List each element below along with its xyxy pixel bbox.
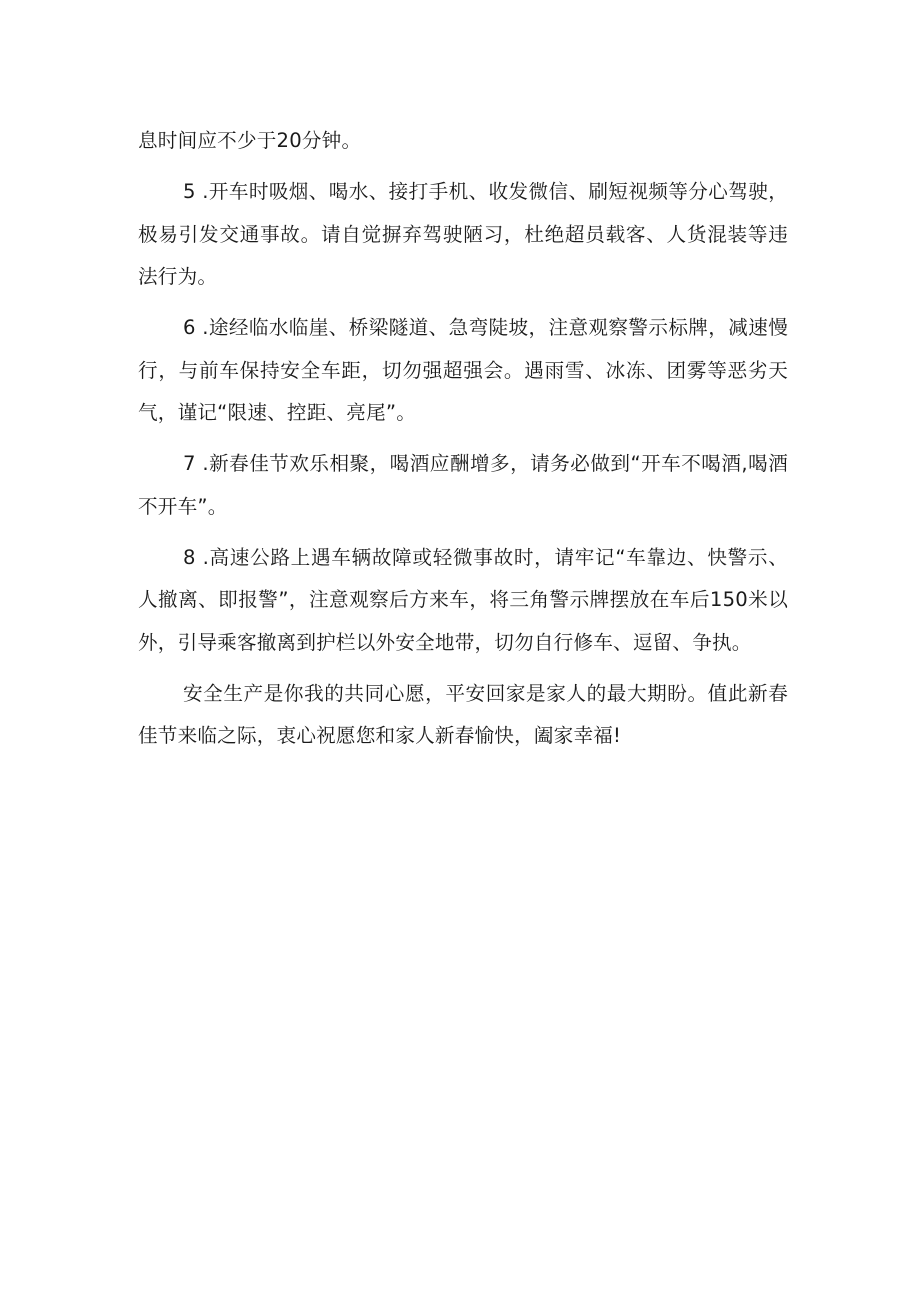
document-body: [138, 120, 788, 766]
paragraph-closing: 安全生产是你我的共同心愿，平安回家是家人的最大期盼。值此新春佳节来临之际，衷心祝愿您和家人新春愉快，阖家幸福!: [138, 681, 788, 747]
paragraph-continuation: 息时间应不少于20分钟。: [138, 129, 362, 152]
paragraph-item-6: 6 .途经临水临崖、桥梁隧道、急弯陡坡，注意观察警示标牌，减速慢行，与前车保持安全车距，切勿强超强会。遇雨雪、冰冻、团雾等恶劣天气，谨记“限速、控距、亮尾”。: [138, 316, 788, 424]
paragraph-item-8: 8 .高速公路上遇车辆故障或轻微事故时，请牢记“车靠边、快警示、人撤离、即报警”，注意观察后方来车，将三角警示牌摆放在车后150米以外，引导乘客撤离到护栏以外安全地带，切勿自行修车、逗留、争执。: [138, 545, 788, 654]
paragraph-item-5: 5 .开车时吸烟、喝水、接打手机、收发微信、刷短视频等分心驾驶，极易引发交通事故。请自觉摒弃驾驶陋习，杜绝超员载客、人货混装等违法行为。: [138, 180, 788, 288]
paragraph-item-7: 7 .新春佳节欢乐相聚，喝酒应酬增多，请务必做到“开车不喝酒,喝酒不开车”。: [138, 452, 788, 518]
